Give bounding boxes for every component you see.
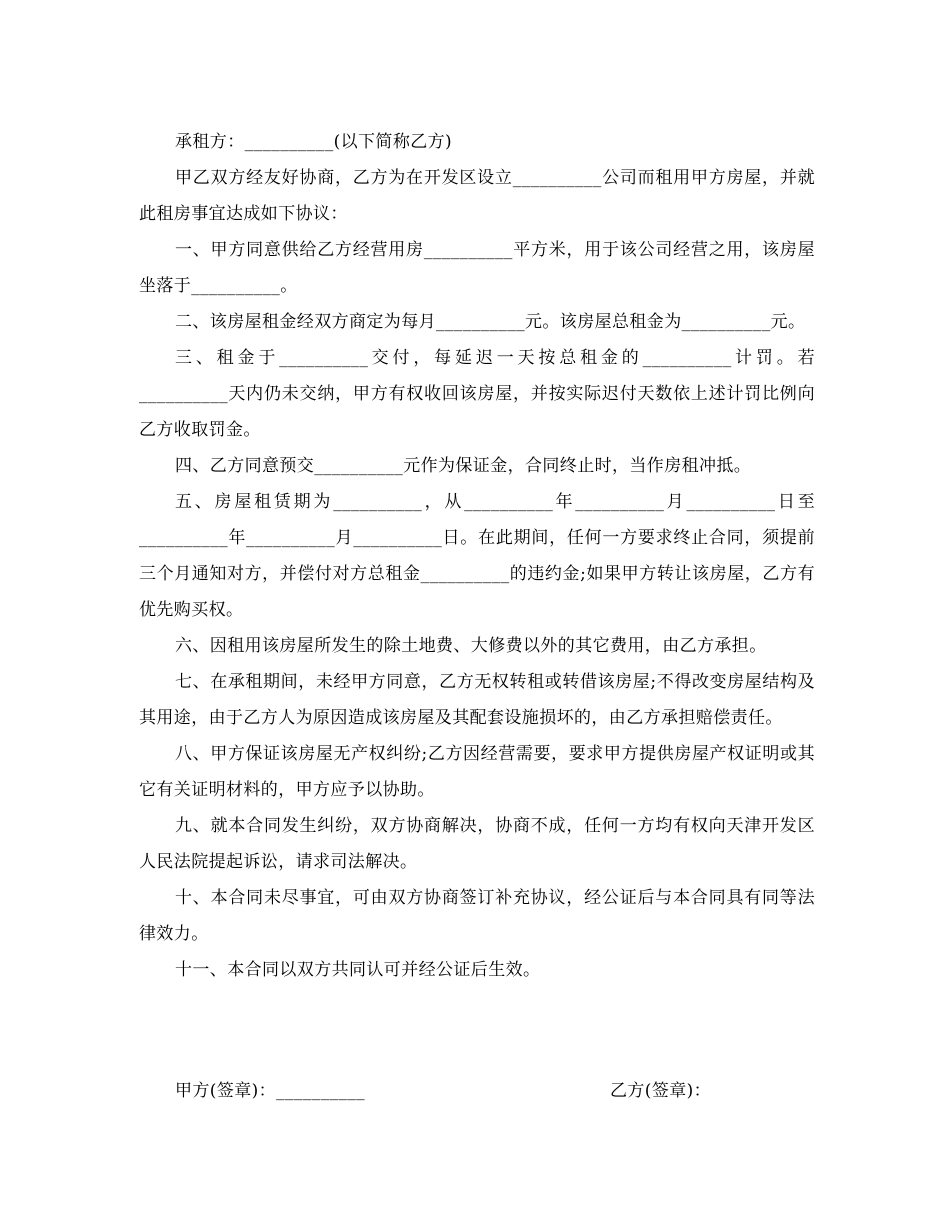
clause-10: 十、本合同未尽事宜，可由双方协商签订补充协议，经公证后与本合同具有同等法律效力。 xyxy=(139,888,815,944)
clause-4: 四、乙方同意预交__________元作为保证金，合同终止时，当作房租冲抵。 xyxy=(175,456,752,476)
paragraph-lessee: 承租方：__________(以下简称乙方) xyxy=(175,132,453,152)
contract-body xyxy=(139,124,815,988)
clause-2: 二、该房屋租金经双方商定为每月__________元。该房屋总租金为__________元。 xyxy=(175,312,806,332)
clause-11: 十一、本合同以双方共同认可并经公证后生效。 xyxy=(175,960,541,980)
clause-3: 三、租金于__________交付，每延迟一天按总租金的__________计罚。若__________天内仍未交纳，甲方有权收回该房屋，并按实际迟付天数依上述计罚比例向乙方收取罚金。 xyxy=(139,348,815,440)
clause-9: 九、就本合同发生纠纷，双方协商解决，协商不成，任何一方均有权向天津开发区人民法院提起诉讼，请求司法解决。 xyxy=(139,816,815,872)
clause-7: 七、在承租期间，未经甲方同意，乙方无权转租或转借该房屋;不得改变房屋结构及其用途，由于乙方人为原因造成该房屋及其配套设施损坏的，由乙方承担赔偿责任。 xyxy=(139,672,815,728)
signature-row xyxy=(175,1073,815,1109)
clause-5: 五、房屋租赁期为__________，从__________年__________月__________日至__________年__________月__________日。在此期间，任何一方要求终止合同，须提前三个月通知对方，并偿付对方总租金__________的违约金;如果甲方转让该房屋，乙方有优先购买权。 xyxy=(139,492,815,620)
paragraph-preamble: 甲乙双方经友好协商，乙方为在开发区设立__________公司而租用甲方房屋，并就此租房事宜达成如下协议： xyxy=(139,168,815,224)
party-a-signature: 甲方(签章)：__________ xyxy=(175,1081,366,1101)
clause-1: 一、甲方同意供给乙方经营用房__________平方米，用于该公司经营之用，该房屋坐落于__________。 xyxy=(139,240,815,296)
clause-6: 六、因租用该房屋所发生的除土地费、大修费以外的其它费用，由乙方承担。 xyxy=(175,636,767,656)
clause-8: 八、甲方保证该房屋无产权纠纷;乙方因经营需要，要求甲方提供房屋产权证明或其它有关证明材料的，甲方应予以协助。 xyxy=(139,744,815,800)
party-b-signature: 乙方(签章)： xyxy=(610,1081,712,1101)
